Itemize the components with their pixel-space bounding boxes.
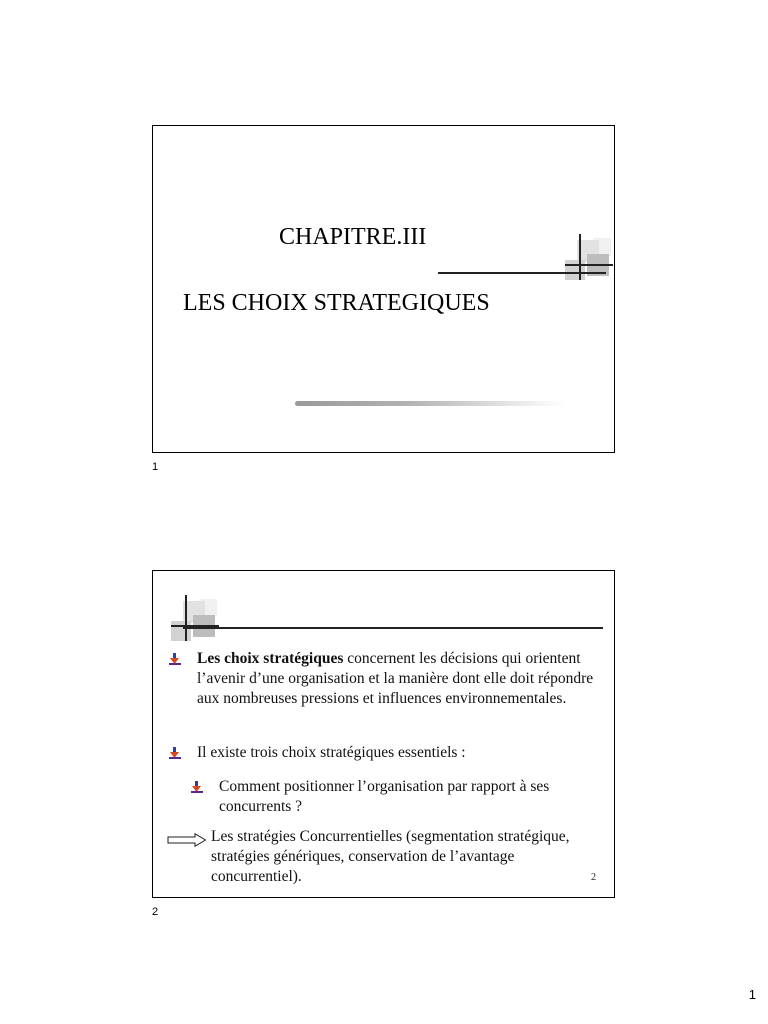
slide-2 xyxy=(152,570,615,898)
decorative-swoosh xyxy=(295,401,565,406)
grey-squares-crosshair-icon xyxy=(169,595,221,647)
arrow-item xyxy=(167,827,598,887)
bullet-bold-term: Les choix stratégiques xyxy=(197,650,344,667)
bullet-text: concernent les décisions qui orientent l’avenir d’une organisation et la manière dont elle doit répondre aux nombreuses pressions et influences environnementales. xyxy=(197,650,594,707)
slide-1 xyxy=(152,125,615,453)
sub-bullet-item xyxy=(191,777,598,817)
title-rule xyxy=(438,272,606,274)
bullet-item xyxy=(169,743,598,763)
page-number: 1 xyxy=(748,987,756,1002)
slide-label-2: 2 xyxy=(152,906,159,918)
bullet-item xyxy=(169,649,598,709)
arrow-text: Les stratégies Concurrentielles (segmentation stratégique, stratégies génériques, conservation de l’avantage concurrentiel). xyxy=(211,828,570,885)
arrow-down-bullet-icon xyxy=(169,747,181,759)
slide-number: 2 xyxy=(591,872,596,883)
chapter-title: CHAPITRE.III xyxy=(279,224,427,250)
slide-title: LES CHOIX STRATEGIQUES xyxy=(183,290,490,316)
header-rule xyxy=(183,627,603,629)
slide-label-1: 1 xyxy=(152,461,159,473)
arrow-down-bullet-icon xyxy=(191,781,203,793)
bullet-text: Il existe trois choix stratégiques essentiels : xyxy=(197,744,466,761)
arrow-down-bullet-icon xyxy=(169,653,181,665)
grey-squares-crosshair-icon xyxy=(563,234,615,286)
right-arrow-outline-icon xyxy=(167,833,207,847)
sub-bullet-text: Comment positionner l’organisation par rapport à ses concurrents ? xyxy=(219,778,550,815)
